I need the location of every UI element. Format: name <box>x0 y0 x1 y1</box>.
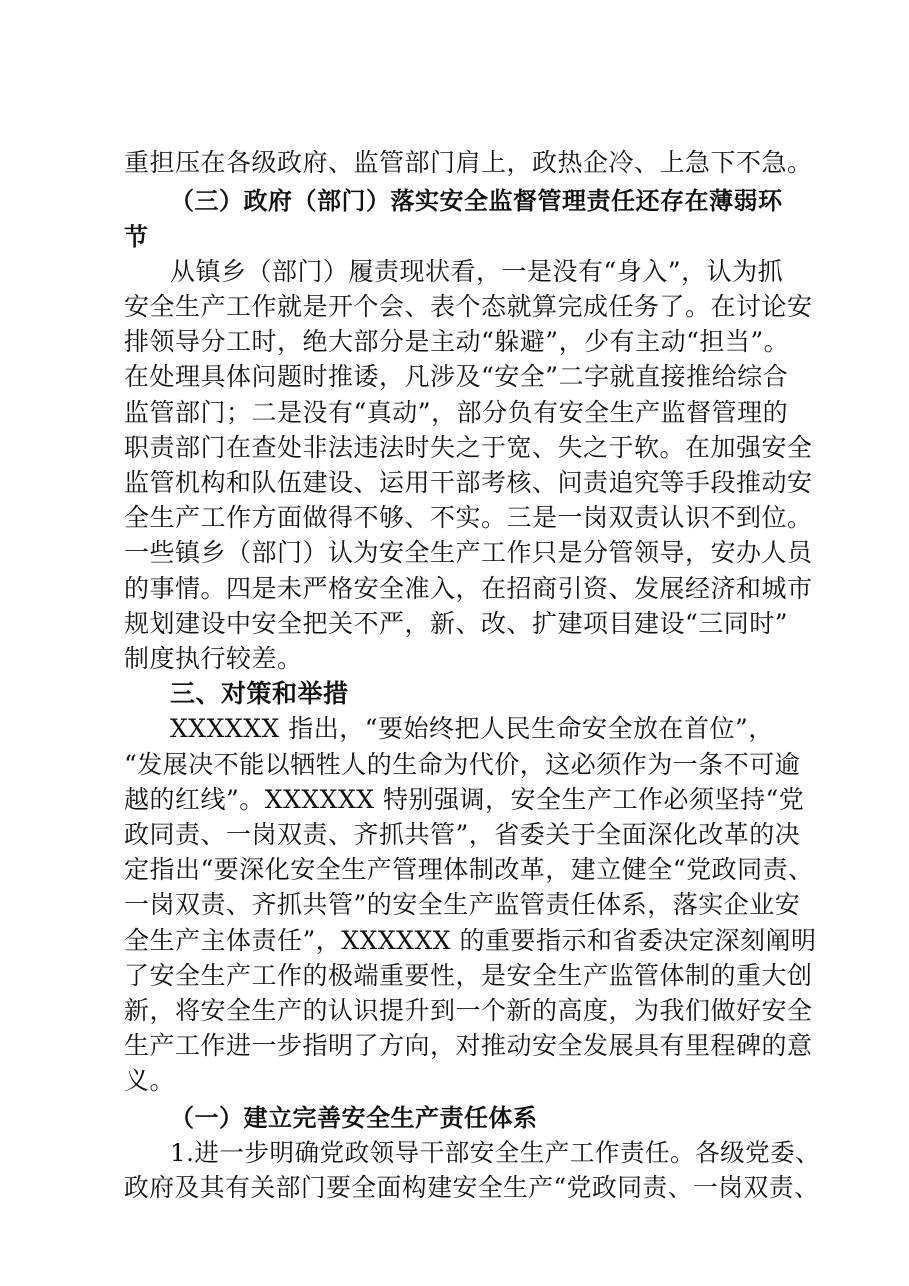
paragraph-line: “发展决不能以牺牲人的生命为代价，这必须作为一条不可逾 <box>124 750 801 779</box>
paragraph-line: 监管部门；二是没有“真动”，部分负有安全生产监督管理的 <box>124 398 789 427</box>
paragraph-line: 全生产工作方面做得不够、不实。三是一岗双责认识不到位。 <box>124 503 813 532</box>
paragraph-line: 规划建设中安全把关不严，新、改、扩建项目建设“三同时” <box>124 609 789 638</box>
paragraph-line: 排领导分工时，绝大部分是主动“躲避”，少有主动“担当”。 <box>124 327 790 356</box>
paragraph-line: 1.进一步明确党政领导干部安全生产工作责任。各级党委、 <box>170 1138 821 1167</box>
paragraph-line: 新，将安全生产的认识提升到一个新的高度，为我们做好安全 <box>124 996 813 1025</box>
paragraph-line: 越的红线”。XXXXXX 特别强调，安全生产工作必须坚持“党 <box>124 785 805 814</box>
paragraph-line: 了安全生产工作的极端重要性，是安全生产监管体制的重大创 <box>124 961 813 990</box>
paragraph-line: 一岗双责、齐抓共管”的安全生产监管责任体系，落实企业安 <box>124 890 801 919</box>
paragraph-line: 生产工作进一步指明了方向，对推动安全发展具有里程碑的意 <box>124 1031 813 1060</box>
paragraph-line: 监管机构和队伍建设、运用干部考核、问责追究等手段推动安 <box>124 468 813 497</box>
paragraph-line: 政同责、一岗双责、齐抓共管”，省委关于全面深化改革的决 <box>124 820 801 849</box>
paragraph-line: 一些镇乡（部门）认为安全生产工作只是分管领导，安办人员 <box>124 538 813 567</box>
section-heading: 三、对策和举措 <box>170 679 349 708</box>
section-subheading-continued: 节 <box>124 223 149 251</box>
paragraph-line: 在处理具体问题时推诿，凡涉及“安全”二字就直接推给综合 <box>124 362 789 391</box>
paragraph-line: 制度执行较差。 <box>124 644 303 673</box>
paragraph-line: 义。 <box>124 1066 176 1095</box>
paragraph-line: 重担压在各级政府、监管部门肩上，政热企冷、上急下不急。 <box>124 148 813 177</box>
paragraph-line: 的事情。四是未严格安全准入，在招商引资、发展经济和城市 <box>124 574 813 603</box>
paragraph-line: 从镇乡（部门）履责现状看，一是没有“身入”，认为抓 <box>170 257 784 286</box>
paragraph-line: 职责部门在查处非法违法时失之于宽、失之于软。在加强安全 <box>124 433 813 462</box>
section-subheading: （一）建立完善安全生产责任体系 <box>170 1104 538 1132</box>
paragraph-line: 安全生产工作就是开个会、表个态就算完成任务了。在讨论安 <box>124 292 813 321</box>
paragraph-line: XXXXXX 指出，“要始终把人民生命安全放在首位”， <box>170 714 774 743</box>
paragraph-line: 定指出“要深化安全生产管理体制改革，建立健全“党政同责、 <box>124 855 814 884</box>
section-subheading: （三）政府（部门）落实安全监督管理责任还存在薄弱环 <box>170 187 783 215</box>
paragraph-line: 政府及其有关部门要全面构建安全生产“党政同责、一岗双责、 <box>124 1173 820 1202</box>
paragraph-line: 全生产主体责任”，XXXXXX 的重要指示和省委决定深刻阐明 <box>124 926 817 955</box>
